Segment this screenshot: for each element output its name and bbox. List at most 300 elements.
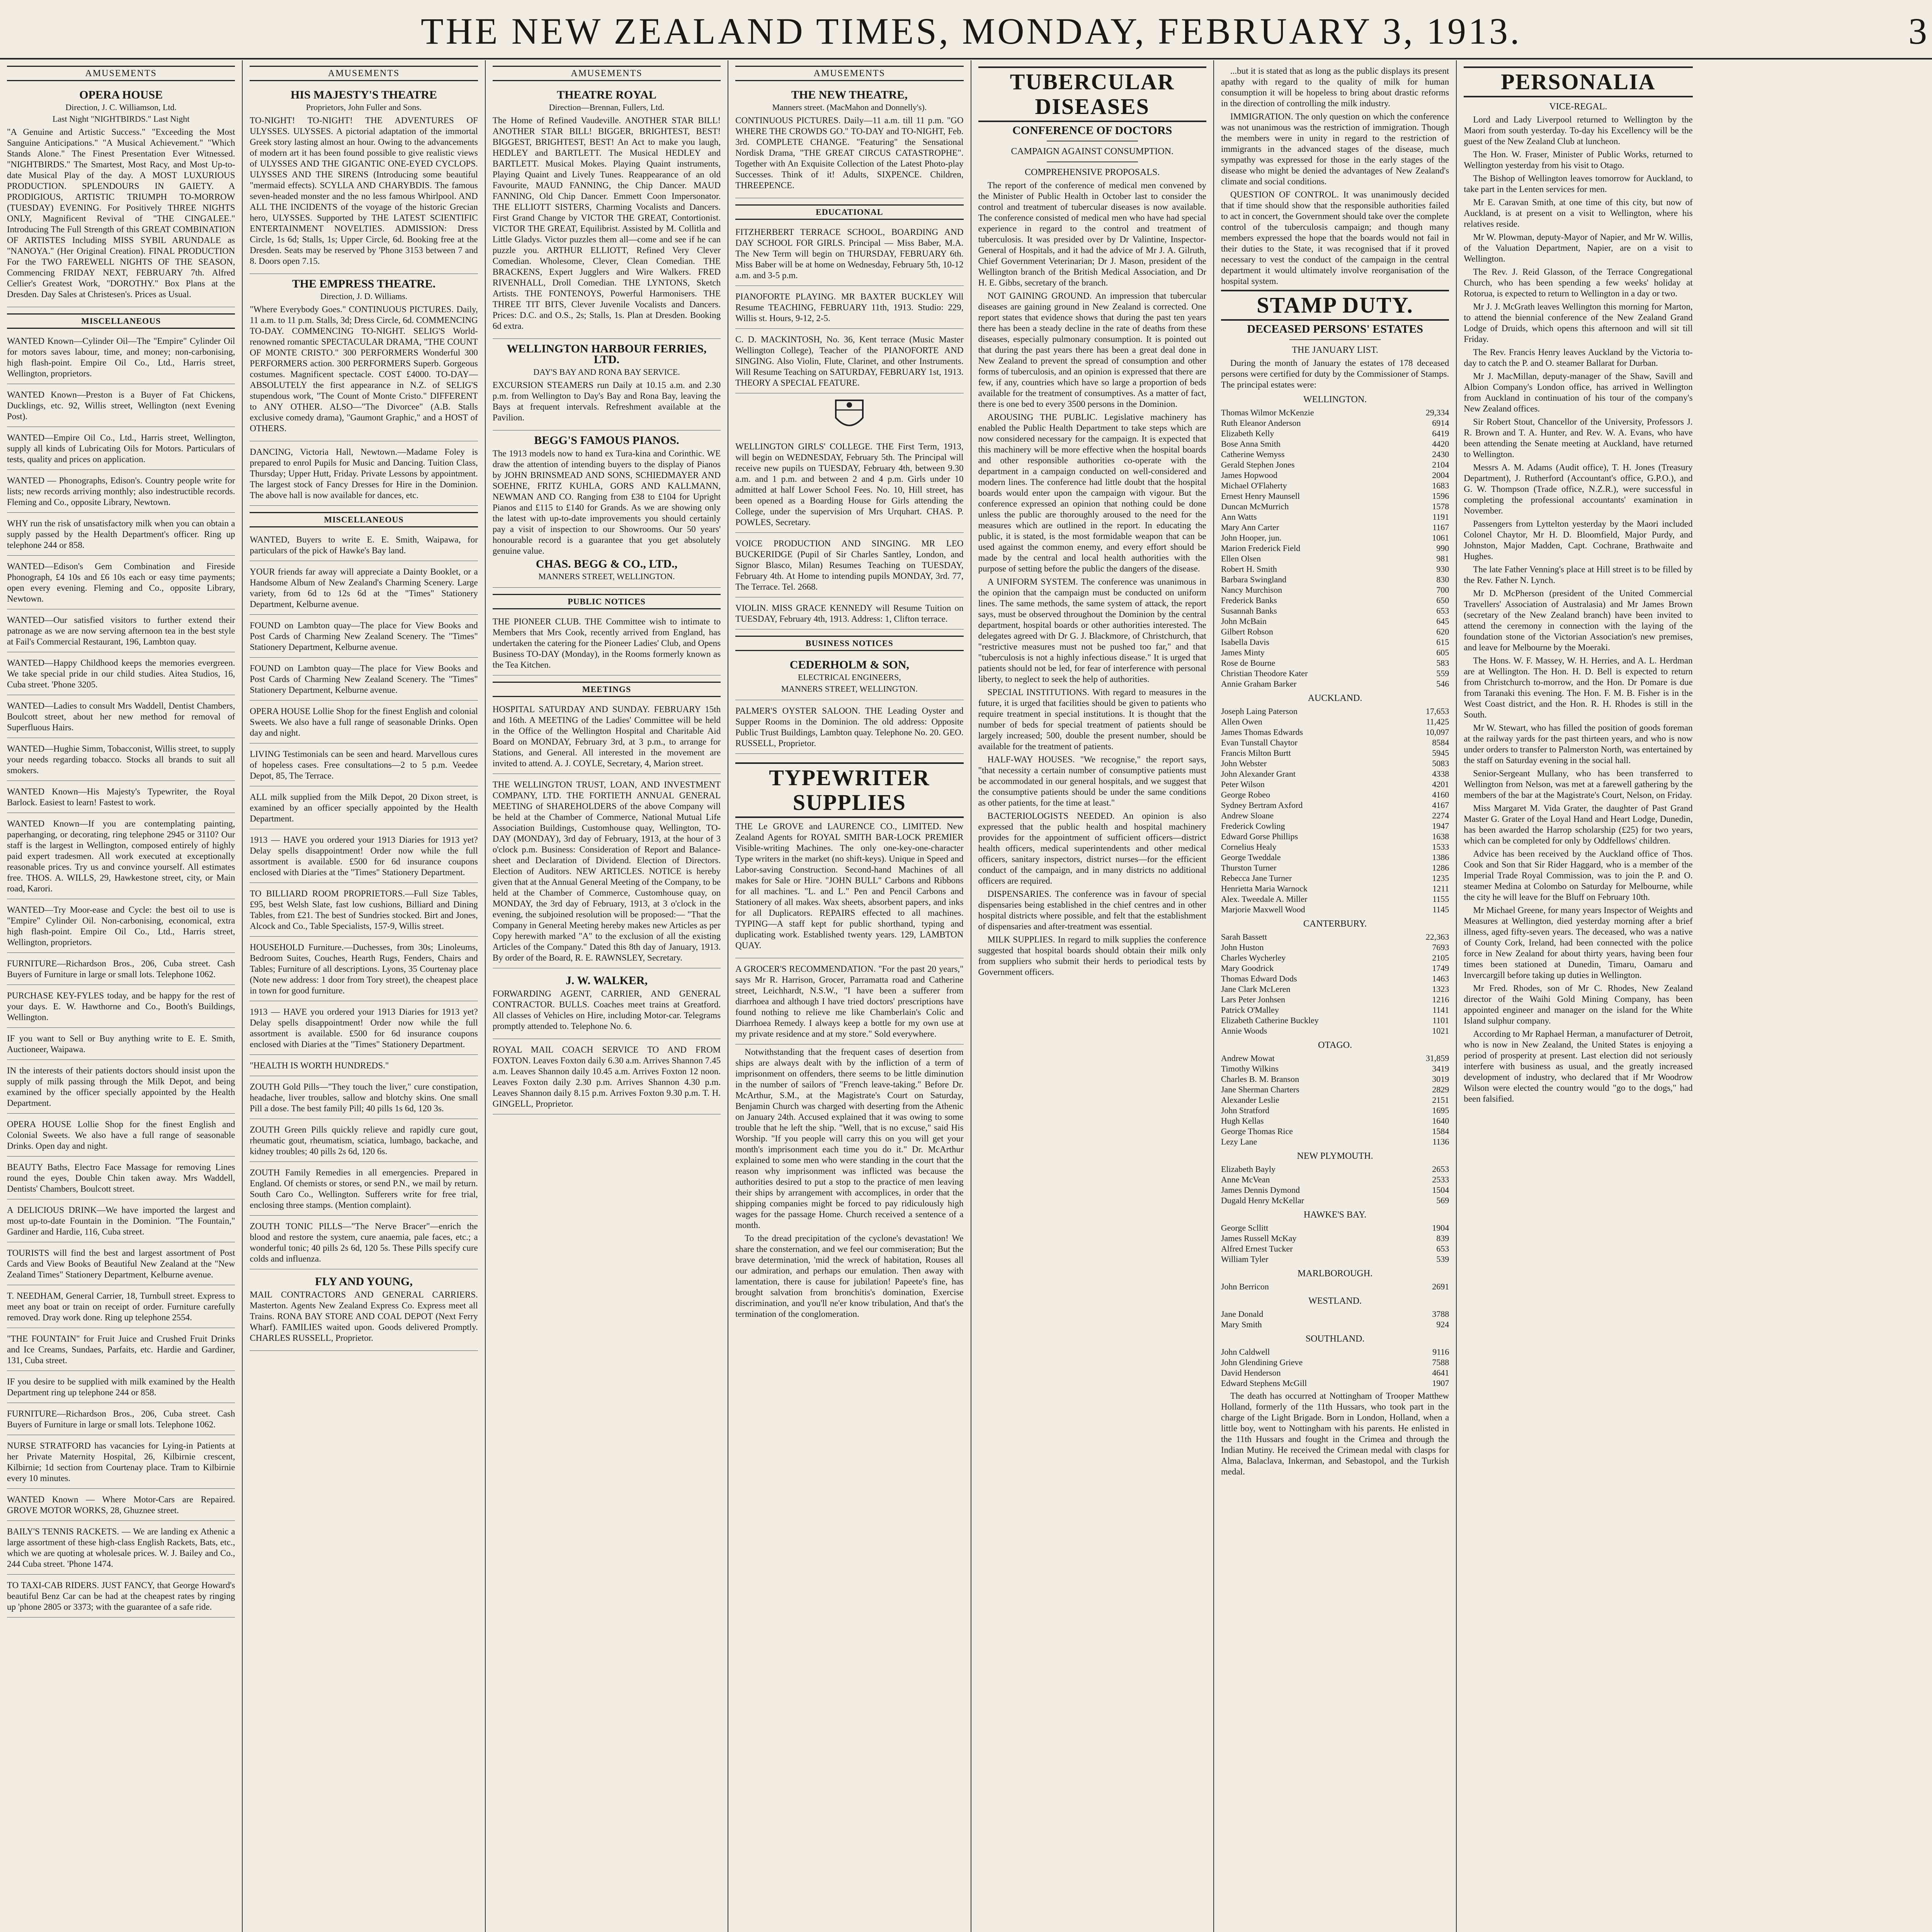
classified-ad: TO BILLIARD ROOM PROPRIETORS.—Full Size Tables, £95, best Welsh Slate, fast low cushions, Billiard and Dining Tables, from £21. The best of Sundries stocked. Birt and Jones, Alcock and Co., Table Specialists, 157-9, Willis street.: [250, 885, 478, 937]
classified-ad: WANTED—Ladies to consult Mrs Waddell, Dentist Chambers, Boulcott street, about her new method for removal of Superfluous Hairs.: [7, 697, 235, 738]
ad-body: "A Genuine and Artistic Success." "Exceeding the Most Sanguine Anticipations." "A Musical Achievement." "Which Stands Alone." The Finest Presentation Ever Witnessed. "NIGHTBIRDS." The Smartest, Most Racy, and Most Up-to-date Musical Play of the day. A MOST LUXURIOUS PRODUCTION. SPLENDOURS IN GAIETY. A PRODIGIOUS, ARTISTIC TRIUMPH TO-MORROW (TUESDAY) EVENING. For Positively THREE NIGHTS ONLY, Magnificent Revival of "THE CINGALEE." Introducing The Full Strength of this GREAT COMBINATION OF ARTISTES Including MISS SYBIL ARUNDALE as "NANOYA." (Her Original Creation). FINAL PRODUCTION For the TWO FAREWELL NIGHTS OF THE SEASON, Commencing FRIDAY NEXT, FEBRUARY 7th. Alfred Cellier's Greatest Work, "DOROTHY." Box Plans at the Dresden. Day Sales at Christesen's. Prices as Usual.: [7, 127, 235, 299]
classified-ad: WANTED, Buyers to write E. E. Smith, Waipawa, for particulars of the pick of Hawke's Bay land.: [250, 531, 478, 561]
estate-name: John Berricon: [1221, 1282, 1269, 1291]
estate-value: 1386: [1432, 852, 1449, 862]
estate-row: [1221, 748, 1449, 758]
estate-row: [1221, 1174, 1449, 1185]
divider: [1289, 339, 1381, 340]
estate-name: Susannah Banks: [1221, 606, 1277, 616]
estate-value: 1504: [1432, 1185, 1449, 1195]
estate-name: Elizabeth Kelly: [1221, 429, 1274, 438]
dancing-ad: DANCING, Victoria Hall, Newtown.—Madame Foley is prepared to enrol Pupils for Music and Dancing. Tuition Class, Thursday; Upper Hutt, Friday. Private Lessons by appointment. The largest stock of Fancy Dresses for Hire in the Dominion. The above hall is now available for dances, etc.: [250, 444, 478, 506]
region-heading: AUCKLAND.: [1308, 693, 1362, 703]
estate-row: [1221, 1319, 1449, 1330]
estate-row: [1221, 862, 1449, 873]
classified-ad: WANTED Known—Preston is a Buyer of Fat Chickens, Ducklings, etc. 92, Willis street, Wellington (next Evening Post).: [7, 386, 235, 427]
estate-row: [1221, 449, 1449, 459]
personalia-paragraph: The Hon. W. Fraser, Minister of Public Works, returned to Wellington yesterday from his visit to Otago.: [1464, 150, 1693, 170]
estate-row: [1221, 1005, 1449, 1015]
walker-ad: [493, 971, 721, 1039]
estate-value: 1640: [1432, 1116, 1449, 1126]
estate-name: John Webster: [1221, 759, 1267, 768]
estate-name: Marion Frederick Field: [1221, 543, 1301, 553]
classified-ad: WANTED—Empire Oil Co., Ltd., Harris street, Wellington, supply all kinds of Lubricating Oils for Motors. Particulars of tests, quality and prices on application.: [7, 429, 235, 470]
ad-body: THE Le GROVE and LAURENCE CO., LIMITED. New Zealand Agents for ROYAL SMITH BAR-LOCK PREMIER Visible-writing Machines. The only one-key-one-character Type writers in the market (no shift-keys). Unique in Speed and Labor-saving Construction. Second-hand Machines of all makes for Sale or Hire. "JOHN BULL" Carbons and Ribbons for all machines. "L. and L." Pen and Pencil Carbons and Stationery of all makes. Wax sheets, absorbent papers, and inks for all Duplicators. REPAIRS effected to all machines. TYPING—A staff kept for public shorthand, typing and duplicating work. Established twenty years. 129, LAMBTON QUAY.: [735, 821, 964, 950]
estate-value: 1211: [1432, 884, 1449, 893]
estate-value: 1286: [1432, 863, 1449, 872]
estate-row: [1221, 522, 1449, 532]
pianoforte-ad: PIANOFORTE PLAYING. MR BAXTER BUCKLEY Will Resume TEACHING, FEBRUARY 11th, 1913. Studio: 229, Willis st. Hours, 9-12, 2-5.: [735, 288, 963, 329]
estate-value: 1578: [1432, 502, 1449, 511]
estate-name: Charles B. M. Branson: [1221, 1074, 1299, 1084]
ad-body: FORWARDING AGENT, CARRIER, AND GENERAL CONTRACTOR. BULLS. Coaches meet trains at Greatford. All classes of Vehicles on Hire, including Motor-car. Telegrams promptly attended to. Telephone No. 6.: [492, 989, 721, 1031]
voice-production-ad: VOICE PRODUCTION AND SINGING. MR LEO BUCKERIDGE (Pupil of Sir Charles Santley, London, and Signor Blasco, Milan) Resumes Teaching on TUESDAY, February 4th. At Home to intending pupils MONDAY, 3rd. 77, The Terrace. Tel. 2668.: [735, 535, 963, 597]
conference-subhead: CONFERENCE OF DOCTORS: [1012, 124, 1172, 137]
estate-name: Jane Donald: [1221, 1309, 1264, 1319]
estate-row: [1221, 543, 1449, 553]
estate-value: 990: [1436, 543, 1449, 553]
estate-value: 1584: [1432, 1126, 1449, 1136]
personalia-paragraph: Sir Robert Stout, Chancellor of the University, Professors J. R. Brown and T. A. Hunter, and Rev. W. A. Evans, who have been attending the Senate meeting at Auckland, have returned to Wellington.: [1464, 417, 1693, 459]
classified-ad: WANTED Known — Where Motor-Cars are Repaired. GROVE MOTOR WORKS, 28, Ghuznee street.: [7, 1491, 235, 1521]
classified-ad: ZOUTH TONIC PILLS—"The Nerve Bracer"—enrich the blood and restore the system, cure anaemia, pale faces, etc.; a wonderful tonic; 40 pills 2s 6d, 120 5s. These Pills specify cure colds and influenza.: [250, 1218, 478, 1269]
harbour-ferries-ad: [493, 339, 721, 430]
estate-row: [1221, 800, 1449, 810]
classified-ad: TOURISTS will find the best and largest assortment of Post Cards and View Books of Beautiful New Zealand at the "New Zealand Times" Stationery Department, Kelburne avenue.: [7, 1245, 235, 1285]
hospital-notice: HOSPITAL SATURDAY AND SUNDAY. FEBRUARY 15th and 16th. A MEETING of the Ladies' Committee will be held in the Office of the Wellington Hospital and Charitable Aid Board on MONDAY, February 3rd, at 3 p.m., to arrange for Stations, and General. All interested in the movement are invited to attend. A. J. COYLE, Secretary, 4, Marion street.: [493, 701, 721, 774]
estate-row: [1221, 605, 1449, 616]
typewriter-title: TYPEWRITER SUPPLIES: [735, 762, 963, 818]
estate-name: Sydney Bertram Axford: [1221, 800, 1303, 810]
estate-name: Allen Owen: [1221, 717, 1262, 726]
estate-row: [1221, 789, 1449, 800]
personalia-paragraph: Mr Fred. Rhodes, son of Mr C. Rhodes, New Zealand director of the Waihi Gold Mining Company, has been appointed engineer and manager on the island for the White Island sulphur company.: [1464, 983, 1693, 1026]
estate-value: 559: [1436, 668, 1449, 678]
meetings-header: MEETINGS: [493, 682, 721, 697]
estate-value: 1695: [1432, 1105, 1449, 1115]
classified-ad: WANTED—Try Moor-ease and Cycle: the best oil to use is "Empire" Cylinder Oil. Non-carbonising, economical, extra high flash-point. Empire Oil Co., Ltd., Harris street, Wellington, proprietors.: [7, 901, 235, 953]
ad-line: Direction, J. D. Williams.: [320, 291, 408, 301]
classified-ad: NURSE STRATFORD has vacancies for Lying-in Patients at her Private Maternity Hospital, 26, Kilbirnie crescent, Kilbirnie; 1d section from Courtenay place. Tram to Kilbirnie every 10 minutes.: [7, 1437, 235, 1489]
estate-name: Thurston Turner: [1221, 863, 1277, 872]
estate-row: [1221, 418, 1449, 428]
personalia-paragraph: Messrs A. M. Adams (Audit office), T. H. Jones (Treasury Department), J. Rutherford (Accountant's office, G.P.O.), and G. W. Thompson (Trade office, N.Z.R.), were successful in completing the professional accountants' examination in November.: [1464, 463, 1693, 515]
campaign-subhead: CAMPAIGN AGAINST CONSUMPTION.: [1011, 146, 1174, 156]
miscellaneous-header: MISCELLANEOUS: [250, 512, 478, 527]
public-notices-header: PUBLIC NOTICES: [493, 594, 721, 609]
estate-name: Annie Graham Barker: [1221, 679, 1297, 689]
personalia-paragraph: Passengers from Lyttelton yesterday by the Maori included Colonel Chaytor, Mr H. D. Bloomfield, Major Purdy, and Johnston, Major Madden, Capt. Cochrane, Brathwaite and Hughes.: [1464, 519, 1693, 561]
estate-row: [1221, 1243, 1449, 1254]
estate-name: Jane Clark McLeren: [1221, 984, 1291, 994]
estate-value: 2104: [1432, 460, 1449, 469]
estate-name: Lezy Lane: [1221, 1137, 1257, 1146]
estate-name: Edward Stephens McGill: [1221, 1378, 1307, 1388]
personalia-paragraph: The late Father Venning's place at Hill street is to be filled by the Rev. Father N. Lynch.: [1464, 565, 1693, 585]
estate-name: Rose de Bourne: [1221, 658, 1276, 668]
estate-row: [1221, 1136, 1449, 1147]
estate-name: Catherine Wemyss: [1221, 449, 1285, 459]
classified-ad: IF you desire to be supplied with milk examined by the Health Department ring up telephone 244 or 858.: [7, 1373, 235, 1403]
his-majestys-ad: [250, 85, 478, 274]
personalia-paragraph: The Rev. Francis Henry leaves Auckland by the Victoria to-day to catch the P. and O. steamer Ballarat for Durban.: [1464, 347, 1693, 368]
estate-name: Ernest Henry Maunsell: [1221, 491, 1300, 501]
estate-name: Gerald Stephen Jones: [1221, 460, 1295, 469]
estate-value: 1155: [1432, 894, 1449, 904]
estate-row: [1221, 616, 1449, 626]
ad-body: The Home of Refined Vaudeville. ANOTHER STAR BILL! ANOTHER STAR BILL! BIGGER, BRIGHTEST, BEST! BIGGEST, BRIGHTEST, BEST! An Act to make you laugh, HEDLEY and BARTLETT. The Musical HEDLEY and BARTLETT. Musical Mokes. Playing Quaint instruments, Playing Quaint and Lively Tunes. Reappearance of an old Favourite, MAUD FANNING, the Chip Dancer. MAUD FANNING, Old Chip Dancer. Emmett Coon Impersonator. THE ELLIOTT SISTERS, Charming Vocalists and Dancers. First Grand Change by VICTOR THE GREAT, Contortionist. VICTOR THE GREAT, Equilibrist. Assisted by M. Collitla and Little Gladys. Victor puzzles them all—come and see if he can puzzle you. ARTHUR ELLIOTT, Refined Very Clever Comedian. Wholesome, Clever, Clean Comedian. THE BRACKENS, Expert Jugglers and Wire Walkers. FRED RIVENHALL, Droll Comedian. THE LYNTONS, Sketch Artists. THE FONTENOYS, Powerful Harmonisers. THE THREE TIT BITS, Clever Juvenile Vocalists and Dancers. Prices: D.C. and O.S., 2s; Stalls, 1s. Plan at Dresden. Booking 6d extra.: [492, 116, 721, 331]
estate-row: [1221, 984, 1449, 994]
amusements-header: AMUSEMENTS: [493, 66, 721, 81]
ad-line: Manners street. (MacMahon and Donnelly's).: [772, 102, 927, 112]
mail-coach-ad: ROYAL MAIL COACH SERVICE TO AND FROM FOXTON. Leaves Foxton daily 6.30 a.m. Arrives Shannon 7.45 a.m. Leaves Shannon daily 10.45 a.m. Arrives Foxton 12 noon. Leaves Foxton daily 2.30 p.m. Arrives Shannon 4.30 p.m. Leaves Shannon daily 8.15 p.m. Arrives Foxton 9.30 p.m. T. H. GINGELL, Proprietor.: [493, 1041, 721, 1114]
estate-row: [1221, 737, 1449, 748]
classified-ad: ALL milk supplied from the Milk Depot, 20 Dixon street, is examined by an officer specially appointed by the Health Department.: [250, 789, 478, 829]
estate-name: Annie Woods: [1221, 1026, 1267, 1036]
estate-value: 2829: [1432, 1085, 1449, 1094]
ad-line: DAY'S BAY AND RONA BAY SERVICE.: [533, 367, 680, 377]
classified-ad: YOUR friends far away will appreciate a Dainty Booklet, or a Handsome Album of New Zealand's Charming Scenery. Large variety, from 6d to 12s 6d at the "Times" Stationery Department, Kelburne avenue.: [250, 563, 478, 615]
estate-row: [1221, 1116, 1449, 1126]
estate-name: Joseph Laing Paterson: [1221, 706, 1298, 716]
ad-title: FLY AND YOUNG,: [315, 1275, 413, 1288]
fitzherbert-ad: FITZHERBERT TERRACE SCHOOL, BOARDING AND DAY SCHOOL FOR GIRLS. Principal — Miss Baber, M.A. The New Term will begin on THURSDAY, FEBRUARY 6th. Miss Baber will be at home on Wednesday, February 5th, 10-12 a.m. and 3-5 p.m.: [735, 224, 963, 286]
estate-row: [1221, 658, 1449, 668]
estate-name: Edward Gorse Phillips: [1221, 832, 1298, 841]
estate-value: 5945: [1432, 748, 1449, 758]
estate-value: 2533: [1432, 1175, 1449, 1184]
newspaper-title: THE NEW ZEALAND TIMES, MONDAY, FEBRUARY 3, 1913.: [420, 10, 1522, 52]
column-1: [0, 60, 243, 1932]
estate-row: [1221, 810, 1449, 821]
estate-row: [1221, 1233, 1449, 1243]
estate-value: 930: [1436, 564, 1449, 574]
classified-ad: OPERA HOUSE Lollie Shop for the finest English and colonial Sweets. We also have a full range of seasonable Drinks. Open day and night.: [250, 703, 478, 743]
personalia-paragraph: Mr Michael Greene, for many years Inspector of Weights and Measures at Wellington, died yesterday morning after a brief illness, aged fifty-seven years. The deceased, who was a native of County Cork, Ireland, had been connected with the police force in New Zealand for about thirty years, having been four times been stationed at Dunedin, Timaru, Oamaru and Invercargill before taking up duties in Wellington.: [1464, 905, 1693, 980]
classified-ad: A DELICIOUS DRINK—We have imported the largest and most up-to-date Fountain in the Dominion. "The Fountain," Gardiner and Hardie, 116, Cuba street.: [7, 1202, 235, 1242]
estate-name: John Stratford: [1221, 1105, 1270, 1115]
personalia-paragraph: Advice has been received by the Auckland office of Thos. Cook and Son that Sir Rider Haggard, who is a member of the Imperial Trade Royal Commission, was to join the P. and O. steamer Medina at Colombo on Saturday for Melbourne, while the city he will leave for the Bluff on February 10th.: [1464, 849, 1693, 902]
estate-name: Ann Watts: [1221, 512, 1257, 522]
estate-value: 650: [1436, 595, 1449, 605]
estate-value: 10,097: [1425, 727, 1449, 737]
estate-name: George Thomas Rice: [1221, 1126, 1293, 1136]
estate-name: George Scllitt: [1221, 1223, 1269, 1233]
estate-value: 4420: [1432, 439, 1449, 449]
estate-row: [1221, 1015, 1449, 1026]
personalia-paragraph: The Bishop of Wellington leaves tomorrow for Auckland, to take part in the Lenten services for men.: [1464, 173, 1693, 194]
article-paragraph: SPECIAL INSTITUTIONS. With regard to measures in the future, it is urged that facilities should be given to patients who require treatment in special institutions. It is thought that the number of beds for special treatment of patients should be largely increased; 500, double the present number, should be available for the treatment of patients.: [978, 687, 1206, 751]
company-name: CHAS. BEGG & CO., LTD.,: [536, 558, 678, 570]
estate-name: Andrew Sloane: [1221, 811, 1274, 820]
classified-ad: ZOUTH Family Remedies in all emergencies. Prepared in England. Of chemists or stores, or send P.N., we mail by return. South Caro Co., Wellington. Sufferers write for free trial, enclosing three stamps. (Mention complaint).: [250, 1164, 478, 1216]
estate-name: John Hooper, jun.: [1221, 533, 1282, 543]
desertion-paragraph: Notwithstanding that the frequent cases of desertion from ships are always dealt with by the infliction of a term of imprisonment on offenders, there seems to be little diminution in the number of sailors of "French leave-taking." Before Dr. McArthur, S.M., at the Magistrate's Court on Saturday, Benjamin Church was charged with deserting from the Athenic on January 24th. Accused explained that it was owing to some trouble that he left the ship. "Well, that is no excuse," said His Worship. "If you people will carry this on you will get your month's imprisonment each time you do it." Dr. McArthur explained to some men who were standing in the court that the reason why imprisonment was inflicted was because the authorities desired to put a stop to the practice of men leaving their ships by arrangement with accomplices, in order that the shipping companies might be forced to pay ridiculously high wages for the passage Home. Church received a sentence of a month.: [735, 1047, 964, 1230]
oyster-saloon-ad: PALMER'S OYSTER SALOON. THE Leading Oyster and Supper Rooms in the Dominion. The old address: Opposite Public Trust Buildings, Lambton quay. Telephone No. 20. GEO. RUSSELL, Proprietor.: [735, 702, 963, 754]
personalia-paragraph: Mr J. MacMillan, deputy-manager of the Shaw, Savill and Albion Company's London office, has arrived in Wellington from Auckland in continuation of his tour of the company's New Zealand offices.: [1464, 371, 1693, 413]
estate-name: Ruth Eleanor Anderson: [1221, 418, 1301, 428]
ad-title: THE NEW THEATRE,: [791, 88, 908, 101]
classified-ad: OPERA HOUSE Lollie Shop for the finest English and Colonial Sweets. We also have a full range of seasonable Drinks. Open day and night.: [7, 1116, 235, 1156]
estate-row: [1221, 904, 1449, 915]
estate-name: James Hopwood: [1221, 470, 1277, 480]
estate-row: [1221, 1367, 1449, 1378]
estate-name: Cornelius Healy: [1221, 842, 1277, 852]
ad-line: Direction, J. C. Williamson, Ltd.: [65, 102, 177, 112]
estate-value: 981: [1436, 554, 1449, 563]
classified-ad: WANTED—Edison's Gem Combination and Fireside Phonograph, £4 10s and £6 10s each or easy time payments; open every evening. Fleming and Co., opposite Library, Newtown.: [7, 558, 235, 609]
estate-row: [1221, 585, 1449, 595]
estate-row: [1221, 491, 1449, 501]
estate-value: 2105: [1432, 953, 1449, 963]
masthead: [0, 0, 1932, 60]
estate-name: Thomas Edward Dods: [1221, 974, 1297, 983]
estate-value: 653: [1436, 606, 1449, 616]
estate-value: 2653: [1432, 1164, 1449, 1174]
article-paragraph: AROUSING THE PUBLIC. Legislative machinery has enabled the Public Health Department to take steps which are now considered necessary for the campaign. It is expected that this machinery will be more effective when the hospital boards and other responsible authorities co-operate with the department in a campaign conducted on well-considered and modern lines. The conference had little doubt that the hospital boards would enter upon the campaign with vigour. But the conference expressed an opinion that nothing could be done unless the public are thoroughly aroused to the need for the measures which are outlined in the report. In educating the public, it is stated, is the most formidable weapon that can be used against the common enemy, and every effort should be made by the central and local health authorities with the purpose of setting before the public the dangers of the disease.: [978, 412, 1206, 573]
theatre-royal-ad: [493, 85, 721, 339]
estate-name: Robert H. Smith: [1221, 564, 1277, 574]
pioneer-club-notice: THE PIONEER CLUB. THE Committee wish to intimate to Members that Mrs Cook, recently arrived from England, has undertaken the catering for the Pioneer Ladies' Club, and Opens Business TO-DAY (Monday), in the Rooms formerly known as the Tea Kitchen.: [493, 613, 721, 675]
estate-name: Andrew Mowat: [1221, 1053, 1275, 1063]
estate-value: 2151: [1432, 1095, 1449, 1105]
article-paragraph: DISPENSARIES. The conference was in favour of special dispensaries being established in the chief centres and in other hospital districts where possible, and felt that the establishment of dispensaries and after-treatment was essential.: [978, 889, 1206, 931]
classified-ad: WHY run the risk of unsatisfactory milk when you can obtain a supply passed by the Health Department's officer. Ring up telephone 244 or 858.: [7, 515, 235, 556]
estate-row: [1221, 553, 1449, 564]
estate-value: 1167: [1432, 522, 1449, 532]
estate-row: [1221, 668, 1449, 679]
estate-name: Michael O'Flaherty: [1221, 481, 1287, 490]
estate-name: Dugald Henry McKellar: [1221, 1196, 1304, 1205]
column-6: [1214, 60, 1457, 1932]
article-paragraph: NOT GAINING GROUND. An impression that tubercular diseases are gaining ground in New Zealand is corrected. One report states that evidence shows that during the past ten years there has been a steady decline in the rate of deaths from these diseases, especially pulmonary consumption. It is pointed out that during the past years there has been a great deal done in New Zealand to prevent the spread of consumption and other forms of tuberculosis, and an opinion is expressed that there are few, if any, countries which have so large a proportion of beds available for the treatment of consumptives. As a matter of fact, there is one bed to every 3500 persons in the Dominion.: [978, 291, 1206, 409]
estate-value: 1216: [1432, 995, 1449, 1004]
estate-value: 1749: [1432, 963, 1449, 973]
estate-value: 3019: [1432, 1074, 1449, 1084]
estate-name: William Tyler: [1221, 1254, 1269, 1264]
ad-title: OPERA HOUSE: [79, 88, 163, 101]
estate-row: [1221, 1185, 1449, 1195]
estate-value: 4160: [1432, 790, 1449, 799]
ad-title: CEDERHOLM & SON,: [789, 658, 909, 671]
ad-line: MANNERS STREET, WELLINGTON.: [781, 684, 918, 694]
column-7: [1457, 60, 1699, 1932]
estate-name: Evan Tunstall Chaytor: [1221, 738, 1298, 747]
estate-value: 839: [1436, 1233, 1449, 1243]
region-heading: CANTERBURY.: [1303, 919, 1367, 929]
estate-name: George Tweddale: [1221, 852, 1281, 862]
estate-value: 569: [1436, 1196, 1449, 1205]
classified-ad: WANTED—Happy Childhood keeps the memories evergreen. We take special pride in our child studies. Aitea Studios, 16, Cuba street. 'Phone 3205.: [7, 655, 235, 695]
classified-ad: WANTED—Hughie Simm, Tobacconist, Willis street, to supply your needs regarding tobacco. Stocks all brands to suit all smokers.: [7, 740, 235, 781]
estate-row: [1221, 564, 1449, 574]
region-heading: SOUTHLAND.: [1305, 1334, 1365, 1344]
classified-ad: BEAUTY Baths, Electro Face Massage for removing Lines round the eyes, Double Chin taken away. Mrs Waddell, Dentists' Chambers, Boulcott street.: [7, 1159, 235, 1199]
estate-value: 11,425: [1426, 717, 1449, 726]
estate-value: 1323: [1432, 984, 1449, 994]
estate-row: [1221, 973, 1449, 984]
estate-value: 615: [1436, 637, 1449, 647]
estate-name: Elizabeth Catherine Buckley: [1221, 1015, 1319, 1025]
personalia-headline: PERSONALIA: [1464, 66, 1692, 97]
death-notice-paragraph: The death has occurred at Nottingham of Trooper Matthew Holland, formerly of the 11th Hussars, who took part in the charge of the Light Brigade. Born in London, Holland, when a little boy, went to Nottingham with his parents. He enlisted in the 11th Hussars and fought in the Crimea and through the Indian Mutiny. He received the Crimean medal with clasps for Alma, Balaclava, Inkerman, and Sebastopol, and the Turkish medal.: [1221, 1391, 1449, 1476]
region-heading: NEW PLYMOUTH.: [1297, 1151, 1373, 1161]
estate-row: [1221, 758, 1449, 769]
estate-row: [1221, 439, 1449, 449]
estate-name: Patrick O'Malley: [1221, 1005, 1279, 1015]
estate-name: Sarah Bassett: [1221, 932, 1267, 942]
misc-ads-list: [250, 531, 478, 1269]
estate-value: 653: [1436, 1244, 1449, 1253]
estate-row: [1221, 1347, 1449, 1357]
estate-row: [1221, 637, 1449, 647]
estate-value: 22,363: [1425, 932, 1449, 942]
fly-young-ad: [250, 1272, 478, 1351]
classified-ad: TO TAXI-CAB RIDERS. JUST FANCY, that George Howard's beautiful Benz Car can be had at the cheapest rates by ringing up 'phone 2805 or 3373; with the guarantee of a safe ride.: [7, 1577, 235, 1617]
estate-name: John Huston: [1221, 942, 1264, 952]
estate-value: 1463: [1432, 974, 1449, 983]
classified-ad: IN the interests of their patients doctors should insist upon the supply of milk passing through the Milk Depot, and being examined by the officer specially appointed by the Health Department.: [7, 1062, 235, 1114]
estate-row: [1221, 1126, 1449, 1136]
column-5: [971, 60, 1214, 1932]
personalia-paragraph: Mr E. Caravan Smith, at one time of this city, but now of Auckland, is at present on a visit to Wellington, where his relatives reside.: [1464, 197, 1693, 229]
estate-row: [1221, 626, 1449, 637]
estate-name: Anne McVean: [1221, 1175, 1270, 1184]
estate-value: 1191: [1432, 512, 1449, 522]
estate-value: 4641: [1432, 1368, 1449, 1378]
estate-name: Barbara Swingland: [1221, 575, 1287, 584]
classified-ad: WANTED — Phonographs, Edison's. Country people write for lists; new records arriving monthly; also indestructible records. Fleming and Co., opposite Library, Newtown.: [7, 472, 235, 513]
estate-row: [1221, 963, 1449, 973]
ad-title: J. W. WALKER,: [565, 974, 648, 987]
estate-value: 700: [1436, 585, 1449, 595]
estate-row: [1221, 769, 1449, 779]
estate-name: Charles Wycherley: [1221, 953, 1286, 963]
ad-body: "Where Everybody Goes." CONTINUOUS PICTURES. Daily, 11 a.m. to 11 p.m. Stalls, 3d; Dress Circle, 6d. COMMENCING TO-DAY. COMMENCING TO-NIGHT. SELIG'S World-renowned romantic SPECTACULAR DRAMA, "THE COUNT OF MONTE CRISTO." 300 PERFORMERS Wonderful 300 PERFORMERS action. 300 PERFORMERS Superb. Gorgeous costumes. Magnificent spectacle. COST £4000. TO-DAY—ABSOLUTELY the first appearance in N.Z. of SELIG'S stupendous work, "The Count of Monte Cristo." DIFFERENT to ANY OTHER. ALSO—"The Divorcee" (A.B. Stalls exclusive comedy drama), "Gaumont Graphic," and a HOST of OTHERS.: [250, 304, 478, 433]
ad-line: Direction—Brennan, Fullers, Ltd.: [549, 102, 665, 112]
estate-name: Thomas Wilmor McKenzie: [1221, 408, 1314, 417]
article-paragraph: ...but it is stated that as long as the public displays its present apathy with regard to the quality of milk for human consumption it will be hopeless to bring about drastic reforms in the direction of controlling the milk industry.: [1221, 66, 1449, 108]
estate-value: 7693: [1432, 942, 1449, 952]
estate-row: [1221, 470, 1449, 480]
estate-row: [1221, 574, 1449, 585]
opera-house-ad: [7, 85, 235, 307]
estate-value: 605: [1436, 648, 1449, 657]
ad-body: TO-NIGHT! TO-NIGHT! THE ADVENTURES OF ULYSSES. ULYSSES. A pictorial adaptation of the immortal Greek story lasting almost an hour. Owing to the advancements of modern art it has been found possible to give realistic views of ULYSSES AND THE GIGANTIC ONE-EYED CYCLOPS. ULYSSES AND THE SIRENS (Introducing some beautiful "mermaid effects). SCYLLA AND CHARYBDIS. The famous seven-headed monster and the no less famous Whirlpool. AND ALL THE INCIDENTS of the voyage of the historic Grecian hero, ULYSSES. Supported by THE LATEST SCIENTIFIC ENTERTAINMENT NOVELTIES. ADMISSION: Dress Circle, 1s 6d; Stalls, 1s; Upper Circle, 6d. Booking free at the Dresden. Seats may be reserved by 'Phone 3153 between 7 and 8. Doors open 7.15.: [250, 116, 478, 266]
article-paragraph: HALF-WAY HOUSES. "We recognise," the report says, "that necessity a certain number of consumptive patients must be accommodated in our general hospitals, and we suggest that the consumptive patients should be under the same conditions as other patients, for the time at least.": [978, 755, 1206, 808]
estate-name: John Caldwell: [1221, 1347, 1270, 1357]
estate-name: Jane Sherman Charters: [1221, 1085, 1299, 1094]
estate-row: [1221, 459, 1449, 470]
violin-ad: VIOLIN. MISS GRACE KENNEDY will Resume Tuition on TUESDAY, February 4th, 1913. Address: 1, Clifton terrace.: [735, 600, 963, 629]
estate-name: John Alexander Grant: [1221, 769, 1296, 779]
estate-name: George Robeo: [1221, 790, 1270, 799]
classified-ad: WANTED Known—Cylinder Oil—The "Empire" Cylinder Oil for motors saves labour, time, and money; non-carbonising, high flash-point. Empire Oil Co., Ltd., Harris street, Wellington, proprietors.: [7, 333, 235, 384]
ad-line: ELECTRICAL ENGINEERS,: [798, 672, 901, 682]
estate-row: [1221, 480, 1449, 491]
estate-name: James Dennis Dymond: [1221, 1185, 1300, 1195]
classified-ad: T. NEEDHAM, General Carrier, 18, Turnbull street. Express to meet any boat or train on receipt of order. Furniture carefully removed. Dray work done. Ring up telephone 2554.: [7, 1287, 235, 1328]
estate-value: 539: [1436, 1254, 1449, 1264]
personalia-body: [1464, 114, 1692, 1104]
estate-name: Elizabeth Bayly: [1221, 1164, 1276, 1174]
estate-name: James Minty: [1221, 648, 1265, 657]
estate-row: [1221, 428, 1449, 439]
estate-value: 4167: [1432, 800, 1449, 810]
estate-name: Timothy Wilkins: [1221, 1064, 1279, 1073]
personalia-paragraph: Miss Margaret M. Vida Grater, the daughter of Past Grand Master G. Grater of the Loyal Hand and Heart Lodge, Dunedin, has been awarded the Harrop scholarship (£25) for two years, which can be completed for only by Oddfellows' children.: [1464, 803, 1693, 845]
column-4: [728, 60, 971, 1932]
estate-value: 583: [1436, 658, 1449, 668]
estate-name: Ellen Olsen: [1221, 554, 1261, 563]
estate-row: [1221, 831, 1449, 842]
estate-name: Rebecca Jane Turner: [1221, 873, 1292, 883]
estate-row: [1221, 942, 1449, 952]
personalia-paragraph: Mr W. Plowman, deputy-Mayor of Napier, and Mr W. Willis, of the Valuation Department, Napier, are on a visit to Wellington.: [1464, 232, 1693, 264]
tubercular-headline: TUBERCULAR DISEASES: [978, 66, 1206, 122]
classified-ad: FURNITURE—Richardson Bros., 206, Cuba street. Cash Buyers of Furniture in large or small lots. Telephone 1062.: [7, 1405, 235, 1435]
estate-name: Alexander Leslie: [1221, 1095, 1279, 1105]
estate-row: [1221, 1053, 1449, 1063]
ad-body: The 1913 models now to hand ex Tura-kina and Corinthic. WE draw the attention of intending buyers to the display of Pianos by JOHN BRINSMEAD AND SONS, SCHIEDMAYER AND SOEHNE, FRITZ KUHLA, GORS AND KALLMANN, NEWMAN AND CO. Ranging from £38 to £104 for Upright Pianos and £115 to £140 for Grands. As we are showing only the latest with up-to-date improvements you should certainly pay a visit of inspection to our Showrooms. Our 50 years' honourable record is a guarantee that you get absolutely genuine value.: [492, 449, 721, 556]
estate-value: 830: [1436, 575, 1449, 584]
estate-value: 7588: [1432, 1357, 1449, 1367]
estate-row: [1221, 1164, 1449, 1174]
estate-value: 4201: [1432, 779, 1449, 789]
ad-body: CONTINUOUS PICTURES. Daily—11 a.m. till 11 p.m. "GO WHERE THE CROWDS GO." TO-DAY and TO-NIGHT, Feb. 3rd. COMPLETE CHANGE. "Featuring" the Sensational Nordisk Drama, "THE GREAT CIRCUS CATASTROPHE". Together with An Exquisite Collection of the Latest Photo-play Successes. Think of it! Adults, SIXPENCE. Children, THREEPENCE.: [735, 116, 964, 190]
girls-college-ad: WELLINGTON GIRLS' COLLEGE. THE First Term, 1913, will begin on WEDNESDAY, February 5th. The Principal will receive new pupils on TUESDAY, February 4th, between 9.30 a.m. and 1 p.m. and between 2 and 4 p.m. Girls under 10 admitted at half Lower School Fees. No. 10, Hill street, has been opened as a Boarding House for Girls attending the College, under the supervision of Mrs Urquhart. CHAS. P. POWLES, Secretary.: [735, 438, 963, 533]
column-2: [243, 60, 485, 1932]
estate-row: [1221, 532, 1449, 543]
college-crest-icon: [828, 396, 871, 435]
estate-value: 1021: [1432, 1026, 1449, 1036]
vice-regal-subhead: VICE-REGAL.: [1549, 102, 1607, 112]
proposals-subhead: COMPREHENSIVE PROPOSALS.: [1024, 167, 1160, 177]
estate-value: 2691: [1432, 1282, 1449, 1291]
estate-row: [1221, 994, 1449, 1005]
classified-ad: 1913 — HAVE you ordered your 1913 Diaries for 1913 yet? Delay spells disappointment! Order now while the full assortment is available. £500 for 6d insurance coupons enclosed with Diaries at the "Times" Stationery Department.: [250, 1003, 478, 1055]
estate-value: 4338: [1432, 769, 1449, 779]
estate-value: 1145: [1432, 905, 1449, 914]
estate-row: [1221, 647, 1449, 658]
page-number: 3: [1908, 10, 1927, 52]
january-list-subhead: THE JANUARY LIST.: [1292, 345, 1378, 355]
mackintosh-ad: C. D. MACKINTOSH, No. 36, Kent terrace (Music Master Wellington College), Teacher of the PIANOFORTE AND SINGING. Also Violin, Flute, Clarinet, and other Instruments. Will Resume Teaching on SATURDAY, FEBRUARY 1st, 1913. THEORY A SPECIAL FEATURE.: [735, 331, 963, 393]
miscellaneous-header: MISCELLANEOUS: [7, 313, 235, 329]
personalia-paragraph: Mr J. J. McGrath leaves Wellington this morning for Marton, to attend the biennial conference of the New Zealand Grand Lodge of Druids, which opens this afternoon and will sit till Friday.: [1464, 302, 1693, 344]
ad-body: EXCURSION STEAMERS run Daily at 10.15 a.m. and 2.30 p.m. from Wellington to Day's Bay and Rona Bay, leaving the Bays at frequent intervals. Refreshment available at the Pavilion.: [492, 380, 721, 422]
estate-name: Mary Ann Carter: [1221, 522, 1279, 532]
estate-name: Francis Milton Burtt: [1221, 748, 1291, 758]
classified-ad: BAILY'S TENNIS RACKETS. — We are landing ex Athenic a large assortment of these high-class English Rackets, Bats, etc., which we are quoting at wholesale prices. W. J. Bailey and Co., 244 Cuba street. 'Phone 1474.: [7, 1523, 235, 1575]
estate-value: 6419: [1432, 429, 1449, 438]
estates-subhead: DECEASED PERSONS' ESTATES: [1247, 323, 1423, 335]
estate-row: [1221, 1105, 1449, 1116]
estate-row: [1221, 501, 1449, 512]
estate-row: [1221, 883, 1449, 894]
estate-name: Frederick Cowling: [1221, 821, 1285, 831]
estate-value: 1061: [1432, 533, 1449, 543]
article-paragraph: BACTERIOLOGISTS NEEDED. An opinion is also expressed that the public health and hospital machinery provides for the appointment of sufficient officers—district health officers, medical superintendents and other medical officers, sanitary inspectors, district nurses—for the efficient conduct of the campaign, and in many districts no additional officers are required.: [978, 811, 1206, 886]
estate-row: [1221, 1309, 1449, 1319]
article-continuation: [1221, 66, 1449, 287]
personalia-paragraph: The Rev. J. Reid Glasson, of the Terrace Congregational Church, who has been spending a few weeks' holiday at Rotorua, is expected to return to Wellington in a day or two.: [1464, 267, 1693, 298]
estate-row: [1221, 952, 1449, 963]
typewriter-ad: [735, 756, 963, 958]
estate-row: [1221, 852, 1449, 862]
estate-value: 31,859: [1425, 1053, 1449, 1063]
estate-row: [1221, 1084, 1449, 1095]
